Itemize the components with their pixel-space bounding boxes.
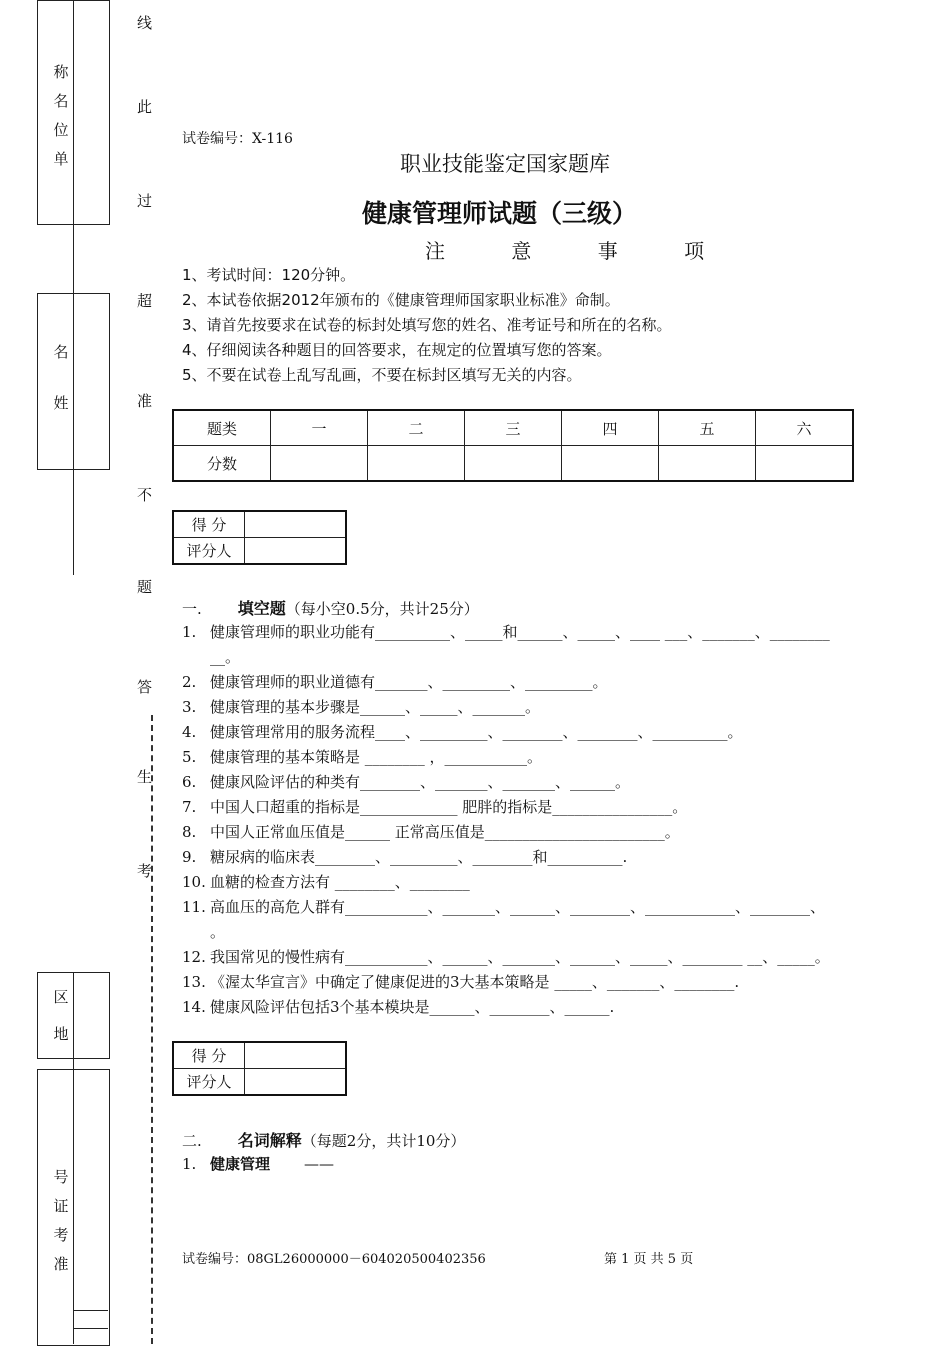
ticket-char: 准 [53, 1255, 69, 1273]
seal-char: 准 [137, 392, 153, 410]
seal-char: 不 [137, 486, 153, 504]
question-item: 4. 健康管理常用的服务流程____、_________、________、________、__________。 [182, 723, 743, 741]
ticket-divider [73, 1069, 74, 1344]
ticket-char: 号 [53, 1168, 69, 1186]
question-item: 14. 健康风险评估包括3个基本模块是______、________、______. [182, 998, 615, 1016]
score-field[interactable] [245, 511, 347, 538]
question-text[interactable]: 健康管理师的职业道德有_______、_________、_________。 [210, 673, 608, 691]
score-cell[interactable] [562, 446, 659, 482]
seal-char: 生 [137, 768, 153, 786]
question-text[interactable]: 健康风险评估的种类有________、_______、_______、______。 [210, 773, 631, 791]
grader-box-section2 [172, 1041, 347, 1096]
exam-title: 健康管理师试题（三级） [362, 199, 638, 228]
notice-item: 5、不要在试卷上乱写乱画，不要在标封区填写无关的内容。 [182, 366, 582, 384]
section2-title: 名词解释 [237, 1131, 302, 1150]
section2-desc: （每题2分，共计10分） [301, 1132, 466, 1150]
score-table-header-row [173, 410, 853, 446]
question-text[interactable]: 高血压的高危人群有___________、_______、______、________、____________、________、 [210, 898, 826, 916]
unit-name-char: 称 [53, 63, 69, 81]
question-item: 3. 健康管理的基本步骤是______、_____、_______。 [182, 698, 541, 716]
question-text[interactable]: 健康管理师的职业功能有__________、_____和______、_____、____ ___、_______、________ [210, 623, 830, 641]
question-text[interactable]: 健康管理常用的服务流程____、_________、________、________、__________。 [210, 723, 743, 741]
score-row-label: 分数 [173, 446, 271, 482]
score-field[interactable] [245, 1042, 347, 1069]
region-label [51, 990, 71, 1056]
question-text[interactable]: 中国人正常血压值是______ 正常高压值是________________________。 [210, 823, 680, 841]
score-table-header-cell: 四 [562, 410, 659, 446]
score-table-header-cell: 六 [756, 410, 854, 446]
grader-field[interactable] [245, 1069, 347, 1096]
question-item: 9. 糖尿病的临床表________、_________、________和__________. [182, 848, 628, 866]
question-text[interactable]: 我国常见的慢性病有___________、______、_______、______、_____、________ __、_____。 [210, 948, 830, 966]
section2-number: 二. [182, 1132, 202, 1150]
question-item: 7. 中国人口超重的指标是_____________ 肥胖的指标是________________。 [182, 798, 688, 816]
question-item: 10. 血糖的检查方法有 ________、________ [182, 873, 470, 891]
seal-char: 考 [137, 862, 153, 880]
ticket-char: 考 [53, 1226, 69, 1244]
score-table-score-row [173, 446, 853, 482]
score-table-header-cell: 题类 [173, 410, 271, 446]
question-item: 11. 高血压的高危人群有___________、_______、______、________、____________、________、 [182, 898, 826, 916]
unit-name-char: 单 [53, 150, 69, 168]
question-text[interactable]: 健康管理的基本步骤是______、_____、_______。 [210, 698, 541, 716]
seal-char: 题 [137, 578, 153, 596]
notice-item: 3、请首先按要求在试卷的标封处填写您的姓名、准考证号和所在的名称。 [182, 316, 672, 334]
score-table-header-cell: 二 [368, 410, 465, 446]
unit-name-label [51, 65, 71, 181]
footer-code: 试卷编号：08GL26000000－604020500402356 [182, 1252, 486, 1267]
notice-title: 注 意 事 项 [425, 239, 735, 263]
score-cell[interactable] [465, 446, 562, 482]
ticket-bottom-line [73, 1328, 108, 1329]
question-item: 6. 健康风险评估的种类有________、_______、_______、______。 [182, 773, 631, 791]
score-cell[interactable] [271, 446, 368, 482]
question-item [182, 646, 240, 667]
question-item [182, 921, 225, 942]
exam-serial: 试卷编号：X-116 [182, 131, 293, 147]
section1-number: 一. [182, 600, 202, 618]
score-label: 得 分 [173, 511, 245, 538]
score-table [172, 409, 854, 482]
question-text[interactable]: 《渥太华宣言》中确定了健康促进的3大基本策略是 _____、_______、________. [210, 973, 740, 991]
question-item [182, 1153, 334, 1174]
question-number: 1. [182, 1155, 197, 1173]
question-text[interactable]: 。 [210, 923, 226, 941]
score-table-header-cell: 三 [465, 410, 562, 446]
score-cell[interactable] [756, 446, 854, 482]
section1-heading [182, 596, 479, 619]
region-char: 地 [53, 1025, 69, 1043]
question-item: 2. 健康管理师的职业道德有_______、_________、_________。 [182, 673, 608, 691]
seal-dashed-line [151, 715, 153, 1344]
section2-heading [182, 1128, 465, 1151]
region-divider [73, 972, 74, 1057]
term-dash: —— [304, 1155, 335, 1173]
name-divider [73, 293, 74, 468]
ticket-label [51, 1170, 71, 1286]
seal-char: 超 [137, 292, 153, 310]
seal-char: 过 [137, 192, 153, 210]
ticket-bottom-line [73, 1310, 108, 1311]
region-char: 区 [53, 988, 69, 1006]
section1-desc: （每小空0.5分，共计25分） [285, 600, 479, 618]
name-char: 姓 [53, 394, 69, 412]
seal-char: 线 [137, 14, 153, 32]
binding-line [73, 468, 74, 575]
score-table-header-cell: 五 [659, 410, 756, 446]
score-cell[interactable] [368, 446, 465, 482]
unit-name-char: 位 [53, 121, 69, 139]
term: 健康管理 [210, 1155, 271, 1173]
bank-title: 职业技能鉴定国家题库 [400, 152, 610, 176]
question-item: 1. 健康管理师的职业功能有__________、_____和______、_____、____ ___、_______、________ [182, 623, 830, 641]
score-label: 得 分 [173, 1042, 245, 1069]
binding-line [73, 1057, 74, 1069]
name-label [51, 345, 71, 425]
question-item: 13. 《渥太华宣言》中确定了健康促进的3大基本策略是 _____、_______、________. [182, 973, 740, 991]
question-text[interactable]: 健康管理的基本策略是 ________ ，___________。 [210, 748, 543, 766]
question-text[interactable]: __。 [210, 648, 241, 666]
notice-item: 2、本试卷依据2012年颁布的《健康管理师国家职业标准》命制。 [182, 291, 620, 309]
question-text[interactable]: 中国人口超重的指标是_____________ 肥胖的指标是________________。 [210, 798, 688, 816]
grader-label: 评分人 [173, 538, 245, 565]
unit-name-char: 名 [53, 92, 69, 110]
score-table-header-cell: 一 [271, 410, 368, 446]
ticket-char: 证 [53, 1197, 69, 1215]
notice-item: 4、仔细阅读各种题目的回答要求，在规定的位置填写您的答案。 [182, 341, 612, 359]
seal-char: 此 [137, 98, 153, 116]
question-item: 12. 我国常见的慢性病有___________、______、_______、______、_____、________ __、_____。 [182, 948, 830, 966]
grader-label: 评分人 [173, 1069, 245, 1096]
question-text[interactable]: 糖尿病的临床表________、_________、________和__________. [210, 848, 628, 866]
unit-name-divider [73, 0, 74, 223]
question-item: 5. 健康管理的基本策略是 ________ ，___________。 [182, 748, 543, 766]
footer-page: 第 1 页 共 5 页 [604, 1252, 694, 1267]
binding-line [73, 223, 74, 293]
grader-field[interactable] [245, 538, 347, 565]
question-text[interactable]: 血糖的检查方法有 ________、________ [210, 873, 470, 891]
score-cell[interactable] [659, 446, 756, 482]
question-text[interactable]: 健康风险评估包括3个基本模块是______、________、______. [210, 998, 615, 1016]
seal-char: 答 [137, 678, 153, 696]
question-item: 8. 中国人正常血压值是______ 正常高压值是________________________。 [182, 823, 680, 841]
grader-box-section1 [172, 510, 347, 565]
notice-item: 1、考试时间：120分钟。 [182, 266, 356, 284]
name-char: 名 [53, 343, 69, 361]
section1-title: 填空题 [237, 599, 286, 618]
